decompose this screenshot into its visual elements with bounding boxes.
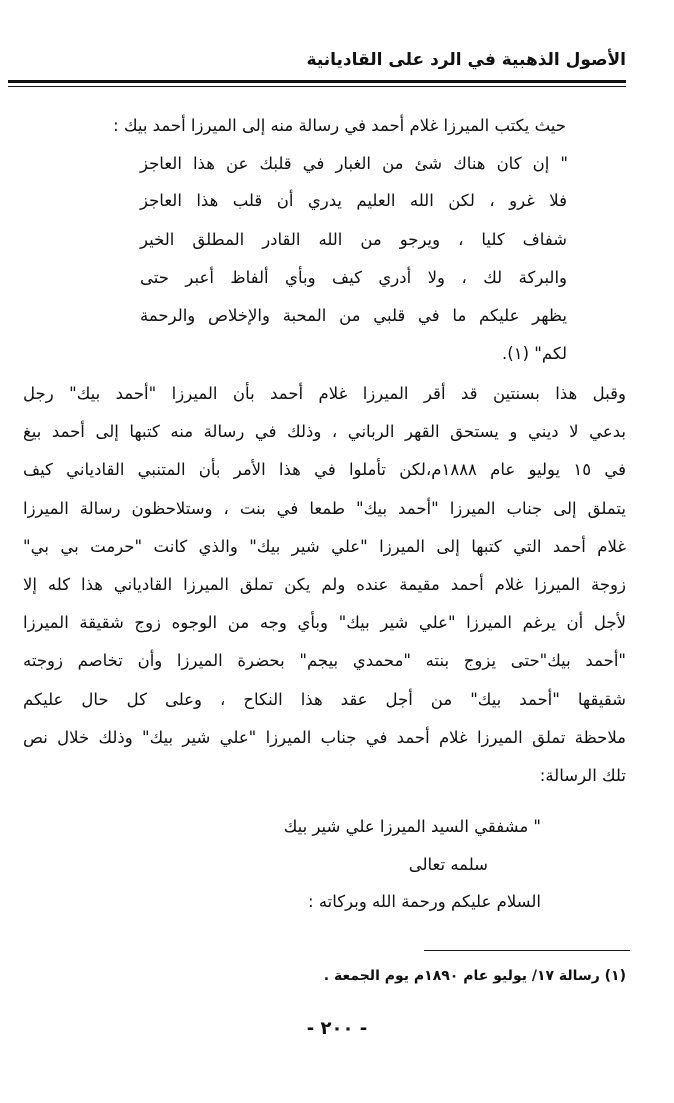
body-line: يتملق إلى جناب الميرزا "أحمد بيك" طمعا في بنت ، وستلاحظون رسالة الميرزا — [23, 499, 626, 518]
body-line: شفاف كليا ، ويرجو من الله القادر المطلق الخير — [140, 230, 567, 249]
body-line: وقبل هذا بسنتين قد أقر الميرزا غلام أحمد بأن الميرزا "أحمد بيك" رجل — [23, 384, 626, 403]
footnote: (١) رسالة ١٧/ يوليو عام ١٨٩٠م يوم الجمعة . — [323, 968, 626, 984]
body-line: في ١٥ يوليو عام ١٨٨٨م،لكن تأملوا في هذا الأمر بأن المتنبي القادياني كيف — [23, 460, 626, 479]
body-line: يظهر عليكم ما في قلبي من المحبة والإخلاص والرحمة — [140, 306, 567, 325]
body-line: " إن كان هناك شئ من الغبار في قلبك عن هذا العاجز — [140, 154, 568, 173]
header-rule-thick — [8, 80, 626, 83]
body-line: لأجل أن يرغم الميرزا "علي شير بيك" وبأي وجه من الوجوه زوج شقيقة الميرزا — [23, 613, 626, 632]
body-line: السلام عليكم ورحمة الله وبركاته : — [308, 892, 541, 911]
body-line: حيث يكتب الميرزا غلام أحمد في رسالة منه إلى الميرزا أحمد بيك : — [113, 116, 566, 135]
header-rule-thin — [8, 86, 626, 87]
body-line: زوجة الميرزا غلام أحمد مقيمة عنده ولم يكن تملق الميرزا القادياني هذا كله إلا — [23, 575, 626, 594]
page-number: - ٢٠٠ - — [306, 1018, 368, 1039]
body-line: والبركة لك ، ولا أدري كيف وبأي ألفاظ أعبر حتى — [140, 268, 567, 287]
body-line: "أحمد بيك"حتى يزوج بنته "محمدي بيجم" بحضرة الميرزا وأن تخاصم زوجته — [23, 651, 626, 670]
footnote-rule — [424, 950, 630, 951]
body-line: " مشفقي السيد الميرزا علي شير بيك — [283, 817, 541, 836]
body-line: سلمه تعالى — [408, 855, 488, 874]
body-line: بدعي لا ديني و يستحق القهر الرباني ، وذلك في رسالة منه كتبها إلى أحمد بيغ — [23, 422, 626, 441]
running-header-title: الأصول الذهبية في الرد على القاديانية — [306, 50, 626, 70]
body-line: غلام أحمد التي كتبها إلى الميرزا "علي شير بيك" والذي كانت "حرمت بي بي" — [23, 537, 626, 556]
body-line: لكم" (١). — [502, 344, 567, 363]
body-line: ملاحظة تملق الميرزا غلام أحمد في جناب الميرزا "علي شير بيك" وذلك خلال نص — [23, 728, 626, 747]
body-line: تلك الرسالة: — [539, 766, 626, 785]
body-line: فلا غرو ، لكن الله العليم يدري أن قلب هذا العاجز — [140, 191, 567, 210]
body-line: شقيقها "أحمد بيك" من أجل عقد هذا النكاح ، وعلى كل حال عليكم — [23, 690, 626, 709]
